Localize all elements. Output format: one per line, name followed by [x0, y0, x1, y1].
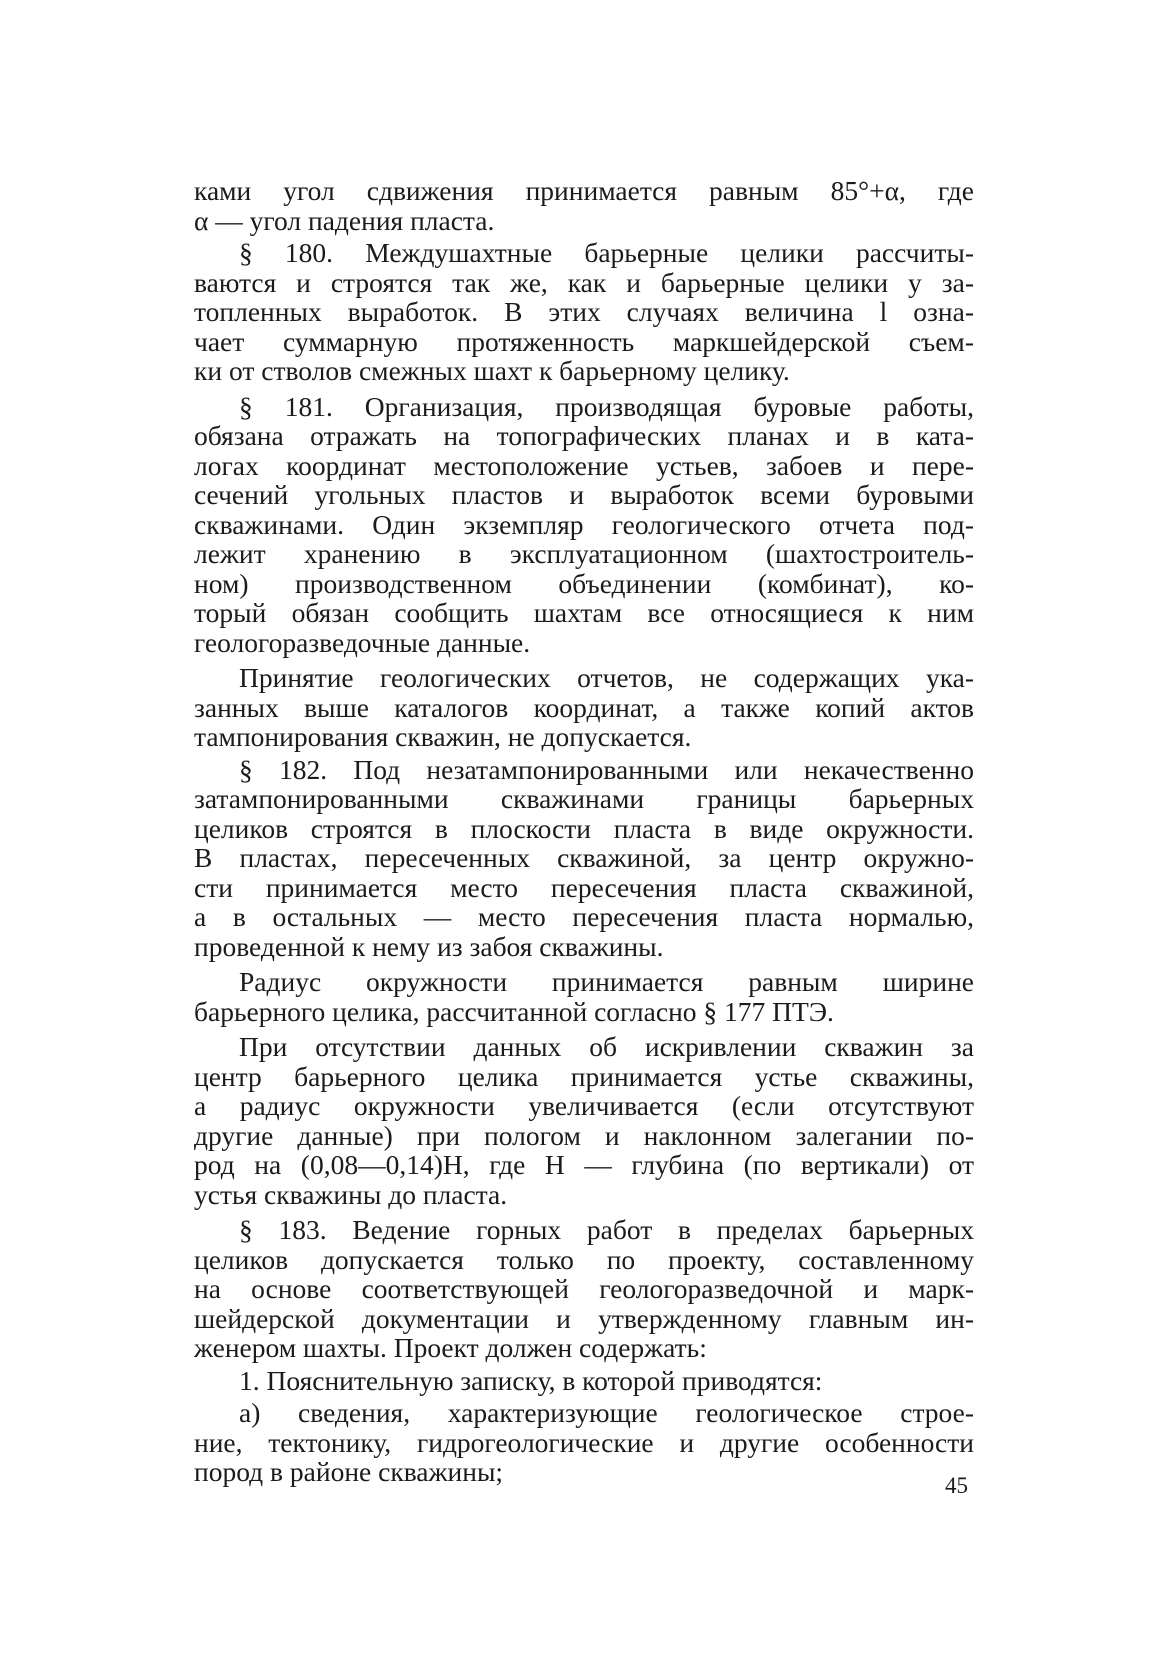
- text-line: При отсутствии данных об искривлении скважин за: [239, 1031, 974, 1062]
- text-line: целиков строятся в плоскости пласта в виде окружности.: [194, 812, 974, 844]
- text-line: § 182. Под незатампонированными или некачественно: [239, 753, 974, 785]
- text-line: шейдерской документации и утвержденному главным ин-: [194, 1302, 974, 1334]
- paragraph-181: [194, 392, 974, 658]
- paragraph-radius: [194, 967, 974, 1026]
- text-line: центр барьерного целика принимается устье скважины,: [194, 1060, 974, 1092]
- text-line: ние, тектонику, гидрогеологические и другие особенности: [194, 1426, 974, 1458]
- text-line: 1. Пояснительную записку, в которой приводятся:: [239, 1364, 823, 1396]
- paragraph-182: [194, 755, 974, 962]
- paragraph-no-data: [194, 1032, 974, 1209]
- paragraph-continuation: [194, 176, 974, 235]
- list-item-1: [194, 1366, 974, 1396]
- text-line: а) сведения, характеризующие геологическое строе-: [239, 1397, 974, 1428]
- text-line: лежит хранению в эксплуатационном (шахтостроитель-: [194, 538, 974, 569]
- text-line: а радиус окружности увеличивается (если отсутствуют: [194, 1090, 974, 1121]
- text-line: Принятие геологических отчетов, не содержащих ука-: [239, 662, 974, 693]
- list-item-a: [194, 1398, 974, 1487]
- text-line: геологоразведочные данные.: [194, 626, 531, 658]
- text-line: ном) производственном объединении (комбинат), ко-: [194, 567, 974, 599]
- text-line: другие данные) при пологом и наклонном залегании по-: [194, 1119, 974, 1151]
- text-line: чает суммарную протяженность маркшейдерской съем-: [194, 325, 974, 357]
- text-line: на основе соответствующей геологоразведочной и марк-: [194, 1273, 974, 1304]
- text-line: затампонированными скважинами границы барьерных: [194, 783, 974, 814]
- text-line: топленных выработок. В этих случаях величина l озна-: [194, 296, 974, 327]
- page-number: 45: [945, 1473, 968, 1498]
- text-line: § 183. Ведение горных работ в пределах барьерных: [239, 1214, 974, 1245]
- text-line: Радиус окружности принимается равным ширине: [239, 966, 974, 997]
- text-line: § 180. Междушахтные барьерные целики рассчиты-: [239, 237, 974, 268]
- text-line: обязана отражать на топографических планах и в ката-: [194, 420, 974, 451]
- text-line: В пластах, пересеченных скважиной, за центр окружно-: [194, 842, 974, 873]
- text-line: занных выше каталогов координат, а также копий актов: [194, 691, 974, 723]
- paragraph-183: [194, 1215, 974, 1363]
- text-line: логах координат местоположение устьев, забоев и пере-: [194, 449, 974, 481]
- text-line: род на (0,08—0,14)H, где H — глубина (по вертикали) от: [194, 1149, 974, 1180]
- text-line: ки от стволов смежных шахт к барьерному целику.: [194, 355, 790, 386]
- text-line: пород в районе скважины;: [194, 1456, 504, 1487]
- text-line: проведенной к нему из забоя скважины.: [194, 930, 664, 962]
- paragraph-180: [194, 238, 974, 386]
- document-page: [194, 176, 974, 1487]
- text-line: § 181. Организация, производящая буровые работы,: [239, 390, 974, 422]
- text-line: ваются и строятся так же, как и барьерные целики у за-: [194, 266, 974, 298]
- text-line: женером шахты. Проект должен содержать:: [194, 1332, 707, 1363]
- text-line: сечений угольных пластов и выработок всеми буровыми: [194, 479, 974, 510]
- text-line: барьерного целика, рассчитанной согласно § 177 ПТЭ.: [194, 995, 834, 1027]
- paragraph-reports: [194, 663, 974, 752]
- text-line: устья скважины до пласта.: [194, 1178, 508, 1210]
- text-line: скважинами. Один экземпляр геологического отчета под-: [194, 508, 974, 540]
- text-line: тампонирования скважин, не допускается.: [194, 721, 692, 752]
- text-line: ками угол сдвижения принимается равным 85°+α, где: [194, 175, 974, 206]
- text-line: торый обязан сообщить шахтам все относящиеся к ним: [194, 597, 974, 628]
- text-line: α — угол падения пласта.: [194, 204, 495, 236]
- text-line: а в остальных — место пересечения пласта нормалью,: [194, 901, 974, 932]
- text-line: сти принимается место пересечения пласта скважиной,: [194, 871, 974, 903]
- text-line: целиков допускается только по проекту, составленному: [194, 1243, 974, 1275]
